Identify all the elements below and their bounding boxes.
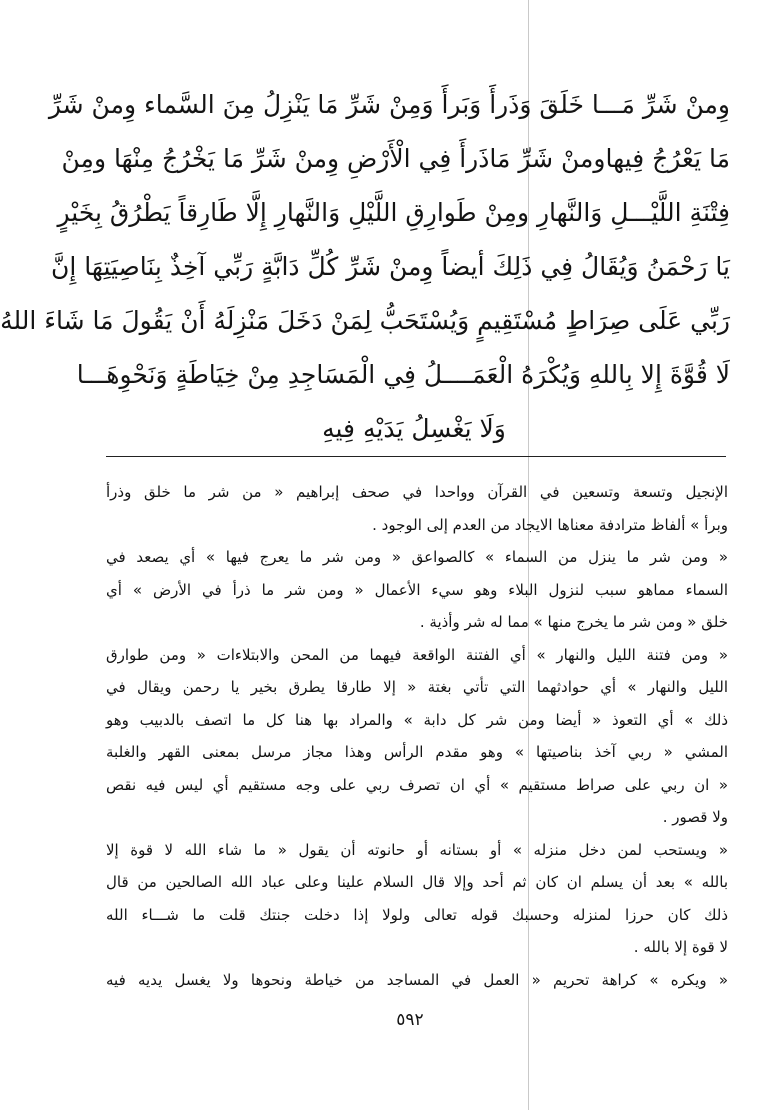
commentary-line: الإنجيل وتسعة وتسعين في القرآن وواحدا في صحف إبراهيم « من شر ما خلق وذرأ	[106, 483, 728, 501]
commentary-line: ذلك كان حرزا لمنزله وحسبك قوله تعالى ولولا إذا دخلت جنتك قلت ما شـــاء الله	[106, 905, 728, 924]
commentary-line: لا قوة إلا بالله .	[633, 938, 728, 956]
main-text-line: رَبِّي عَلَى صِرَاطٍ مُسْتَقِيمٍ وَيُسْتَحَبُّ لِمَنْ دَخَلَ مَنْزِلَهُ أَنْ يَقُولَ مَا شَاءَ اللهُ	[0, 306, 730, 335]
commentary-line: خلق « ومن شر ما يخرج منها » مما له شر وأذية .	[419, 613, 728, 631]
commentary-line: « ومن شر ما ينزل من السماء » كالصواعق « ومن شر ما يعرج فيها » أي يصعد في	[106, 548, 728, 566]
main-text-line: لَا قُوَّةَ إِلا بِاللهِ وَيُكْرَهُ الْعَمَــــلُ فِي الْمَسَاجِدِ مِنْ خِيَاطَةٍ وَنَحْوِهَـــا	[76, 360, 730, 389]
commentary-line: « ان ربي على صراط مستقيم » أي ان تصرف ربي على وجه مستقيم أي ليس فيه نقص	[106, 775, 728, 794]
commentary-line: ولا قصور .	[662, 808, 728, 826]
commentary-line: « ويستحب لمن دخل منزله » أو بستانه أو حانوته أن يقول « ما شاء الله لا قوة إلا	[106, 840, 728, 859]
commentary-line: بالله » بعد أن يسلم ان كان ثم أحد وإلا قال السلام علينا وعلى عباد الله الصالحين من قال	[106, 873, 728, 891]
commentary-line: « ومن فتنة الليل والنهار » أي الفتنة الواقعة فيهما من المحن والابتلاءات « ومن طوارق	[106, 645, 728, 664]
commentary-line: « ويكره » كراهة تحريم « العمل في المساجد من خياطة ونحوها ولا يغسل يديه فيه	[106, 970, 728, 989]
main-text-line: يَا رَحْمَنُ وَيُقَالُ فِي ذَلِكَ أيضاً وِمنْ شَرِّ كُلِّ دَابَّةٍ رَبِّي آخِذٌ بِنَاصِيَتِهَا إِنَّ	[51, 252, 730, 281]
commentary-line: المشي « ربي آخذ بناصيتها » وهو مقدم الرأس وهذا مجاز مرسل بمعنى القهر والغلبة	[106, 743, 728, 761]
main-text-line: وِمنْ شَرِّ مَـــا خَلَقَ وَذَرأَ وَبَرأَ وَمِنْ شَرِّ مَا يَنْزِلُ مِنَ السَّماء وِمنْ شَرِّ	[48, 90, 730, 119]
main-text-line: مَا يَعْرُجُ فِيهاومنْ شَرِّ مَاذَرأَ فِي الْأَرْضِ وِمنْ شَرِّ مَا يَخْرُجُ مِنْهَا ومِنْ	[61, 144, 730, 173]
main-text-line: فِتْنَةِ اللَّيْـــلِ وَالنَّهارِ ومِنْ طَوارِقِ اللَّيْلِ وَالنَّهارِ إِلَّا طَارِقاً يَطْرُقُ بِخَيْرٍ	[57, 198, 730, 227]
commentary-line: الليل والنهار » أي حوادثهما التي تأتي بغتة « إلا طارقا يطرق بخير يا رحمن ويقال في	[106, 678, 728, 696]
commentary-line: ذلك » أي التعوذ « أيضا ومن شر كل دابة » والمراد بها هنا كل ما اتصف بالدبيب وهو	[106, 710, 728, 729]
commentary-line: السماء مماهو سبب لنزول البلاء وهو سيء الأعمال « ومن شر ما ذرأ في الأرض » أي	[106, 580, 728, 599]
page-number: ٥٩٢	[396, 1010, 424, 1030]
main-text-block	[0, 78, 730, 456]
commentary-line: وبرأ » ألفاظ مترادفة معناها الايجاد من العدم إلى الوجود .	[372, 515, 728, 534]
main-text-line: وَلَا يَغْسِلُ يَدَيْهِ فِيهِ	[322, 414, 506, 443]
section-divider	[106, 456, 726, 457]
commentary-block	[106, 476, 728, 996]
